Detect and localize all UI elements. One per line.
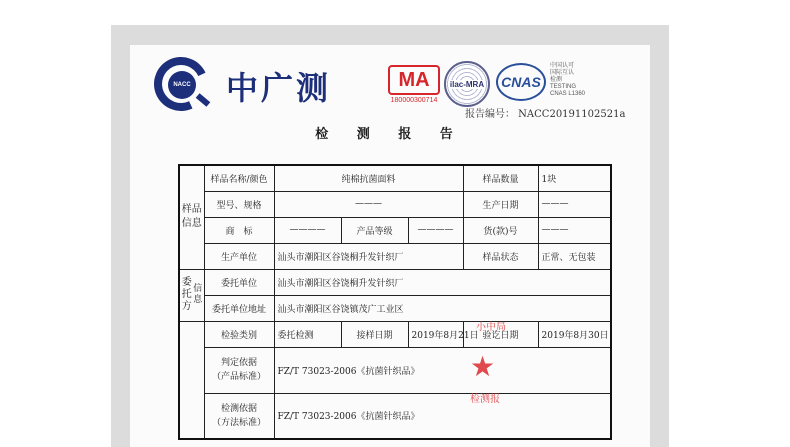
cell-value: 正常、无包装: [538, 243, 611, 269]
cell-value: 2019年8月30日: [538, 321, 611, 347]
blank-cell: [179, 321, 204, 439]
table-row: [179, 191, 611, 217]
report-page: [130, 45, 650, 447]
cell-label: 检验类别: [204, 321, 274, 347]
cell-value: 委托检测: [274, 321, 341, 347]
report-table: [178, 164, 612, 440]
cell-value: ———: [538, 191, 611, 217]
cell-label: 样品数量: [463, 165, 538, 191]
cell-value: 纯棉抗菌面料: [274, 165, 463, 191]
cell-value: ———: [274, 191, 463, 217]
stamp-bottom-text: 检测报: [470, 394, 500, 405]
cell-label: 委托单位地址: [204, 295, 274, 321]
brand-name: 中广测: [226, 69, 332, 107]
cell-value: 汕头市潮阳区谷饶桐升发针织厂: [274, 243, 463, 269]
cnas-logo: CNAS: [496, 63, 546, 101]
cell-value: 汕头市潮阳区谷饶桐升发针织厂: [274, 269, 611, 295]
ilac-text: ilac-MRA: [449, 79, 485, 89]
cell-value: ———: [538, 217, 611, 243]
cell-label: 接样日期: [341, 321, 408, 347]
table-row: [179, 269, 611, 295]
cell-label: 商 标: [204, 217, 274, 243]
red-seal-stamp: [470, 312, 528, 432]
table-row: [179, 217, 611, 243]
client-sub-text: 信息: [193, 284, 203, 305]
cell-label: 样品状态: [463, 243, 538, 269]
cma-certification-mark: [388, 65, 440, 109]
cell-label: 检测依据 （方法标准）: [204, 393, 274, 439]
cell-label: 产品等级: [341, 217, 408, 243]
stamp-top-text: 小中局: [476, 322, 506, 333]
cell-label: 生产日期: [463, 191, 538, 217]
table-row: [179, 165, 611, 191]
cell-value: 2019年8月21日: [408, 321, 463, 347]
ilac-mra-logo: [444, 61, 490, 107]
cell-label: 生产单位: [204, 243, 274, 269]
group-label-client: [179, 269, 204, 321]
cell-value: ————: [408, 217, 463, 243]
cell-value: 1块: [538, 165, 611, 191]
table-row: [179, 321, 611, 347]
table-row: [179, 295, 611, 321]
nacc-logo-icon: [168, 71, 196, 99]
table-row: [179, 393, 611, 439]
group-label-sample: 样品信息: [179, 165, 204, 269]
table-row: [179, 243, 611, 269]
cell-label: 委托单位: [204, 269, 274, 295]
cell-label: 判定依据 （产品标准）: [204, 347, 274, 393]
cell-value: ————: [274, 217, 341, 243]
client-group-text: 委托方: [181, 277, 192, 312]
cell-label: 型号、规格: [204, 191, 274, 217]
cma-number: 180000300714: [390, 97, 438, 104]
cell-label: 样品名称/颜色: [204, 165, 274, 191]
logo-small-text: NACC: [173, 82, 191, 88]
star-icon: ★: [470, 350, 496, 383]
cell-value: FZ/T 73023-2006《抗菌针织品》: [274, 393, 611, 439]
cma-logo: MA: [388, 65, 440, 95]
cell-value: 汕头市潮阳区谷饶镇茂广工业区: [274, 295, 611, 321]
cell-label: 验讫日期: [463, 321, 538, 347]
cell-value: FZ/T 73023-2006《抗菌针织品》: [274, 347, 611, 393]
cnas-caption: 中国认可 国际互认 检测 TESTING CNAS L1360: [550, 63, 586, 97]
cell-label: 货(款)号: [463, 217, 538, 243]
table-row: [179, 347, 611, 393]
document-title: 检 测 报 告: [315, 127, 465, 142]
report-number: 报告编号： NACC20191102521a: [465, 109, 626, 120]
